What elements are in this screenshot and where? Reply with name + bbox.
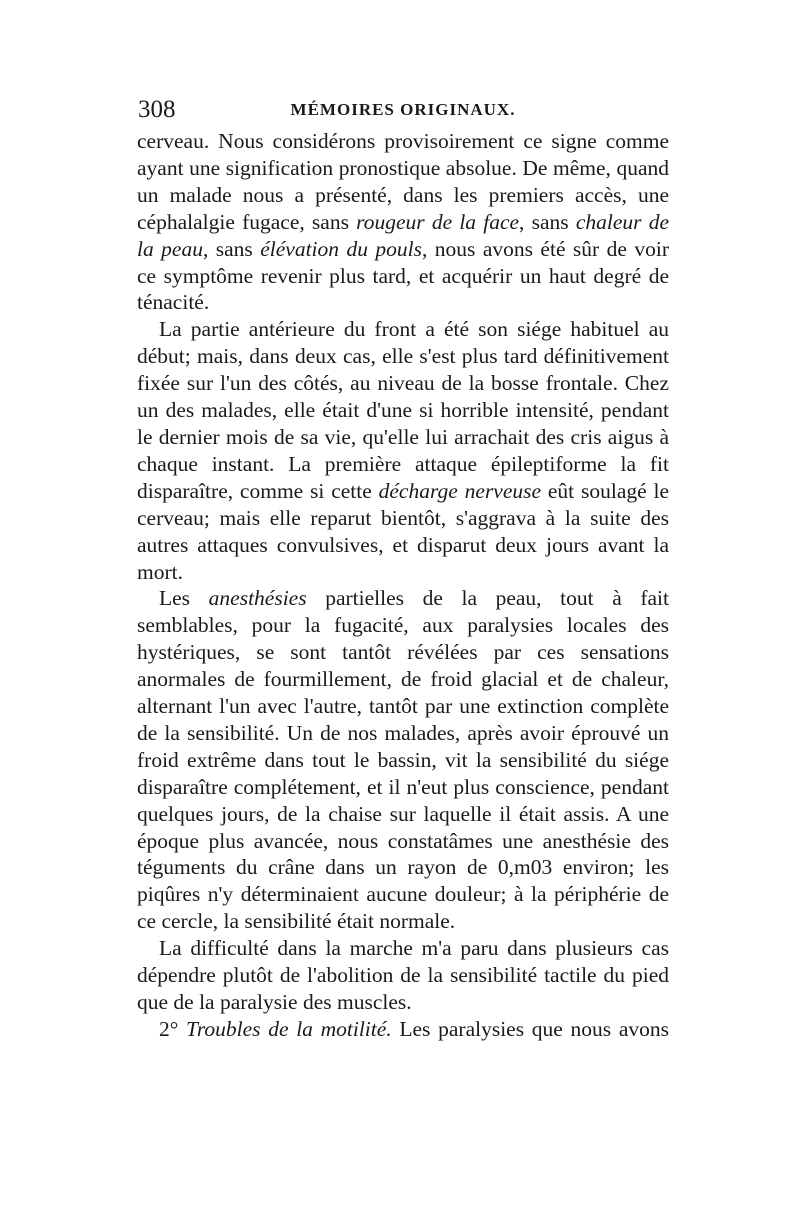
text-run: , sans	[519, 209, 576, 234]
text-run: Les	[159, 586, 209, 611]
italic-run: élévation du pouls	[260, 236, 422, 261]
italic-run: chaleur de la peau	[137, 209, 670, 261]
italic-run: anesthésies	[208, 586, 307, 611]
text-run: cerveau. Nous considérons provisoirement ce signe comme ayant une signification pronostique absolue. De même, quand un malade nous a présenté, dans les premiers accès, une céphalalgie fugace, sans	[137, 129, 669, 234]
page-number: 308	[138, 96, 176, 123]
text-run: Les paralysies que nous avons	[391, 1016, 669, 1041]
text-run: La difficulté dans la marche m'a paru dans plusieurs cas dépendre plutôt de l'abolition de la sensibilité tactile du pied que de la paralysie des muscles.	[137, 936, 669, 1014]
text-run: La partie antérieure du front a été son siége habituel au début; mais, dans deux cas, elle s'est plus tard définitivement fixée sur l'un des côtés, au niveau de la bosse frontale. Chez un des malades, elle était d'une si horrible intensité, pendant le dernier mois de sa vie, qu'elle lui arrachait des cris aigus à chaque instant. La première attaque épileptiforme la fit disparaître, comme si cette	[137, 317, 669, 503]
text-run: , sans	[202, 236, 261, 261]
paragraph-p2	[137, 316, 669, 585]
italic-run: rougeur de la face	[356, 209, 520, 234]
italic-run: décharge nerveuse	[378, 478, 542, 503]
paragraph-p4	[137, 935, 669, 1016]
page-header	[138, 96, 668, 126]
text-run: eût soulagé le cerveau; mais elle reparut bientôt, s'aggrava à la suite des autres attaques convulsives, et disparut deux jours avant la mort.	[137, 478, 669, 584]
running-title: MÉMOIRES ORIGINAUX.	[290, 100, 516, 119]
text-run: partielles de la peau, tout à fait semblables, pour la fugacité, aux paralysies locales des hystériques, se sont tantôt révélées par ces sensations anormales de fourmillement, de froid glacial et de chaleur, alternant l'un avec l'autre, tantôt par une extinction complète de la sensibilité. Un de nos malades, après avoir éprouvé un froid extrême dans tout le bassin, vit la sensibilité du siége disparaître complétement, et il n'eut plus conscience, pendant quelques jours, de la chaise sur laquelle il était assis. A une époque plus avancée, nous constatâmes une anesthésie des téguments du crâne dans un rayon de 0,m03 environ; les piqûres n'y déterminaient aucune douleur; à la périphérie de ce cercle, la sensibilité était normale.	[137, 586, 669, 934]
text-run: , nous avons été sûr de voir ce symptôme revenir plus tard, et acquérir un haut degré de ténacité.	[137, 236, 669, 315]
paragraph-p1	[137, 128, 669, 316]
italic-run: Troubles de la motilité.	[186, 1016, 392, 1041]
body-text	[137, 128, 669, 1043]
text-run: 2°	[159, 1016, 187, 1041]
paragraph-p5	[137, 1016, 669, 1043]
paragraph-p3	[137, 585, 669, 935]
